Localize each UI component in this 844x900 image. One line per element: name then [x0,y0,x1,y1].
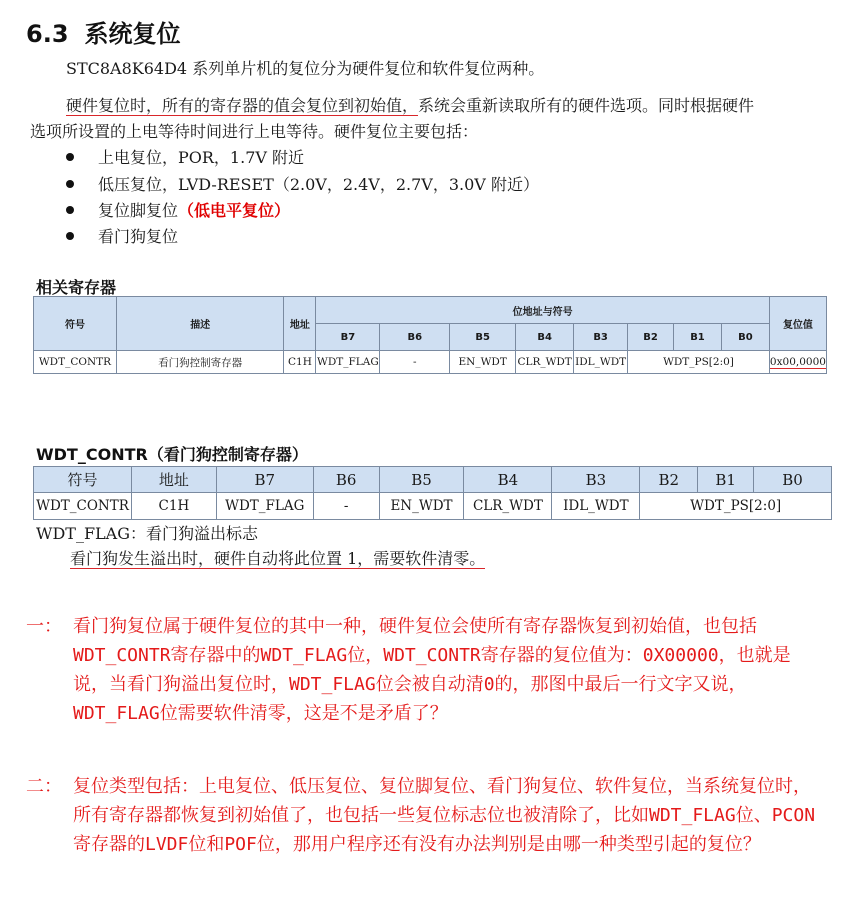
cell-b4: CLR_WDT [464,493,552,520]
cell-symbol: WDT_CONTR [34,351,117,374]
col-header-b3: B3 [574,324,628,351]
intro-paragraph: STC8A8K64D4 系列单片机的复位分为硬件复位和软件复位两种。 [66,59,545,78]
question-1-text: 看门狗复位属于硬件复位的其中一种，硬件复位会使所有寄存器恢复到初始值，也包括WDT_CONTR寄存器中的WDT_FLAG位，WDT_CONTR寄存器的复位值为：0X00000，也就是说，当看门狗溢出复位时，WDT_FLAG位会被自动清0的，那图中最后一行文字又说，WDT_FLAG位需要软件清零，这是不是矛盾了？ [73,616,791,724]
hw-reset-line1 [66,93,754,119]
bullet-item [66,172,539,198]
bullet-dot-icon [66,232,74,240]
col-header-symbol: 符号 [34,467,132,493]
col-header-b4: B4 [464,467,552,493]
col-header-b3: B3 [552,467,640,493]
bullet-text: 复位脚复位 [98,201,179,220]
table-row [34,351,827,374]
section-title [26,14,181,49]
col-header-b4: B4 [516,324,574,351]
bullet-dot-icon [66,153,74,161]
wdt-flag-label: WDT_FLAG：看门狗溢出标志 [36,524,259,543]
cell-b5: EN_WDT [450,351,516,374]
cell-addr: C1H [131,493,216,520]
question-1-label: 一： [26,616,62,637]
section-title-text: 系统复位 [84,20,181,48]
cell-addr: C1H [284,351,316,374]
cell-b3: IDL_WDT [552,493,640,520]
col-header-b1: B1 [698,467,754,493]
question-2-text: 复位类型包括：上电复位、低压复位、复位脚复位、看门狗复位、软件复位，当系统复位时，所有寄存器都恢复到初始值了，也包括一些复位标志位也被清除了，比如WDT_FLAG位、PCON寄存器的LVDF位和POF位，那用户程序还有没有办法判别是由哪一种类型引起的复位？ [73,776,816,855]
question-1 [26,612,826,762]
col-header-b7: B7 [316,324,380,351]
cell-b3: IDL_WDT [574,351,628,374]
wdt-contr-table [33,466,832,520]
col-header-addr: 地址 [284,297,316,351]
hw-reset-rest: 系统会重新读取所有的硬件选项。同时根据硬件 [418,96,755,115]
question-2 [26,772,826,892]
bullet-text: 低压复位，LVD-RESET（2.0V，2.4V，2.7V，3.0V 附近） [98,175,539,194]
cell-b7: WDT_FLAG [216,493,313,520]
col-header-b6: B6 [313,467,379,493]
bullet-item [66,145,304,171]
question-2-label: 二： [26,776,62,797]
bullet-dot-icon [66,180,74,188]
hw-reset-underlined: 硬件复位时，所有的寄存器的值会复位到初始值， [66,96,419,115]
cell-b7: WDT_FLAG [316,351,380,374]
bullet-item [66,224,178,250]
bullet-emphasis: （低电平复位） [178,201,291,220]
col-header-bits: 位地址与符号 [316,297,769,324]
cell-b6: - [380,351,450,374]
cell-b2-0: WDT_PS[2:0] [628,351,770,374]
wdt-contr-heading: WDT_CONTR（看门狗控制寄存器） [36,445,308,464]
col-header-b2: B2 [640,467,698,493]
related-registers-table [33,296,827,374]
cell-b2-0: WDT_PS[2:0] [640,493,832,520]
cell-b4: CLR_WDT [516,351,574,374]
cell-reset-value: 0x00,0000 [769,356,826,368]
cell-symbol: WDT_CONTR [34,493,132,520]
col-header-desc: 描述 [116,297,283,351]
col-header-b5: B5 [450,324,516,351]
related-registers-heading: 相关寄存器 [36,278,117,297]
col-header-reset: 复位值 [769,297,826,351]
bullet-text: 看门狗复位 [98,227,179,246]
col-header-symbol: 符号 [34,297,117,351]
table-row [34,493,832,520]
col-header-b1: B1 [674,324,722,351]
cell-b5: EN_WDT [379,493,464,520]
cell-b6: - [313,493,379,520]
bullet-item [66,198,290,224]
col-header-b2: B2 [628,324,674,351]
col-header-b7: B7 [216,467,313,493]
wdt-flag-desc: 看门狗发生溢出时，硬件自动将此位置 1，需要软件清零。 [70,549,486,568]
col-header-addr: 地址 [131,467,216,493]
bullet-text: 上电复位，POR，1.7V 附近 [98,148,305,167]
cell-desc: 看门狗控制寄存器 [116,351,283,374]
col-header-b6: B6 [380,324,450,351]
section-number: 6.3 [26,20,69,48]
col-header-b0: B0 [721,324,769,351]
cell-reset [769,351,826,374]
col-header-b5: B5 [379,467,464,493]
hw-reset-line2: 选项所设置的上电等待时间进行上电等待。硬件复位主要包括： [30,122,479,141]
col-header-b0: B0 [754,467,832,493]
bullet-dot-icon [66,206,74,214]
wdt-flag-desc-line [70,546,485,572]
